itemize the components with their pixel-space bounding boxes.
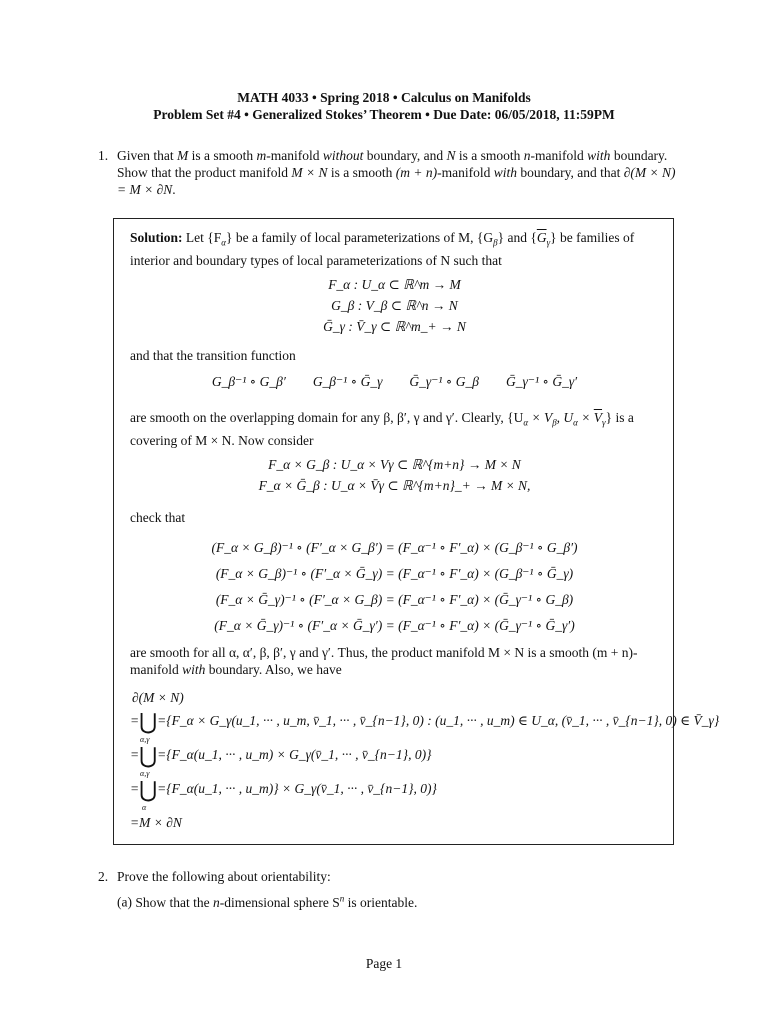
boundary-derivation	[130, 689, 719, 837]
problem-1-number: 1.	[98, 148, 109, 163]
problem-2a	[117, 890, 417, 911]
boundary-line-0: ∂(M × N)	[132, 690, 184, 705]
problem-2	[98, 868, 678, 885]
product-parameterizations	[114, 454, 675, 496]
problem-2a-label: (a)	[117, 894, 132, 910]
param-line-F: F_α : U_α ⊂ ℝ^m → M	[328, 277, 461, 292]
check-line-4: (F_α × Ḡ_γ)⁻¹ ∘ (F′_α × Ḡ_γ′) = (F_α⁻¹ ∘ F′_α) × (Ḡ_γ⁻¹ ∘ Ḡ_γ′)	[214, 618, 575, 633]
check-line-2: (F_α × G_β)⁻¹ ∘ (F′_α × Ḡ_γ) = (F_α⁻¹ ∘ F′_α) × (G_β⁻¹ ∘ Ḡ_γ)	[215, 566, 574, 581]
transition-text: and that the transition function	[130, 348, 296, 363]
param-line-G: G_β : V_β ⊂ ℝ^n → N	[331, 298, 458, 313]
problem-1-text: Given that M is a smooth m-manifold without boundary, and N is a smooth n-manifold with boundary. Show that the product manifold M × N is a smooth (m + n)-manifold with boundary, and that ∂(M × N) = M × ∂N.	[117, 148, 676, 197]
problem-2-number: 2.	[98, 869, 109, 884]
problem-2-text: Prove the following about orientability:	[117, 869, 331, 884]
product-line-2: F_α × Ḡ_β : U_α × V̄γ ⊂ ℝ^{m+n}_+ → M × N,	[258, 478, 531, 493]
solution-intro: Solution: Let $\{F_\alpha\}$ be a family of local parameterizations of M, $\{G_\beta\}$ and $\{\overline{G}_\gamma\}$ be families of interior and boundary types of local parameterizations of N such that	[130, 230, 635, 268]
solution-box	[113, 218, 720, 845]
conclusion-text: are smooth for all α, α′, β, β′, γ and γ′. Thus, the product manifold M × N is a smooth (m + n)-manifold with boundary. Also, we have	[130, 645, 638, 677]
boundary-line-3: =⋃={F_α(u_1, ··· , u_m)} × G_γ(v̄_1, ··· , v̄_{n−1}, 0)} α	[130, 777, 437, 812]
transition-map-3: Ḡ_γ⁻¹ ∘ G_β	[409, 374, 479, 389]
check-text: check that	[130, 510, 186, 525]
transition-map-4: Ḡ_γ⁻¹ ∘ Ḡ_γ′	[506, 374, 578, 389]
boundary-line-2: =⋃={F_α(u_1, ··· , u_m) × G_γ(v̄_1, ··· , v̄_{n−1}, 0)} α,γ	[130, 743, 432, 778]
solution-label: Solution:	[130, 230, 183, 245]
header-course-line: MATH 4033 • Spring 2018 • Calculus on Manifolds	[237, 90, 531, 105]
smooth-covering-text: are smooth on the overlapping domain for any β, β′, γ and γ′. Clearly, {$U_\alpha \times V_\beta$, $U_\alpha \times \overline{V}_\gamma$} is a covering of M × N. Now consider	[130, 410, 634, 448]
check-line-3: (F_α × Ḡ_γ)⁻¹ ∘ (F′_α × G_β) = (F_α⁻¹ ∘ F′_α) × (Ḡ_γ⁻¹ ∘ G_β)	[215, 592, 574, 607]
transition-map-1: G_β⁻¹ ∘ G_β′	[211, 374, 286, 389]
problem-2a-text: Show that the n-dimensional sphere $S^n$ is orientable.	[135, 893, 418, 910]
param-line-Gbar: Ḡ_γ : V̄_γ ⊂ ℝ^m_+ → N	[323, 319, 466, 334]
problem-1	[98, 147, 678, 198]
check-line-1: (F_α × G_β)⁻¹ ∘ (F′_α × G_β′) = (F_α⁻¹ ∘ F′_α) × (G_β⁻¹ ∘ G_β′)	[211, 540, 578, 555]
transition-checks	[114, 537, 675, 641]
header-problem-set-line: Problem Set #4 • Generalized Stokes’ Theorem • Due Date: 06/05/2018, 11:59PM	[153, 107, 615, 122]
page-number: Page 1	[365, 956, 403, 971]
product-line-1: F_α × G_β : U_α × Vγ ⊂ ℝ^{m+n} → M × N	[268, 457, 521, 472]
transition-map-2: G_β⁻¹ ∘ Ḡ_γ	[312, 374, 383, 389]
boundary-line-1: =⋃={F_α × G_γ(u_1, ··· , u_m, v̄_1, ··· , v̄_{n−1}, 0) : (u_1, ··· , u_m) ∈ U_α, (v̄_1, ··· , v̄_{n−1}, 0) ∈ V̄_γ} α,γ	[130, 709, 720, 744]
boundary-line-4: =M × ∂N	[130, 815, 182, 830]
parameterization-equations	[114, 274, 675, 337]
header	[0, 89, 768, 123]
transition-maps	[114, 374, 675, 390]
